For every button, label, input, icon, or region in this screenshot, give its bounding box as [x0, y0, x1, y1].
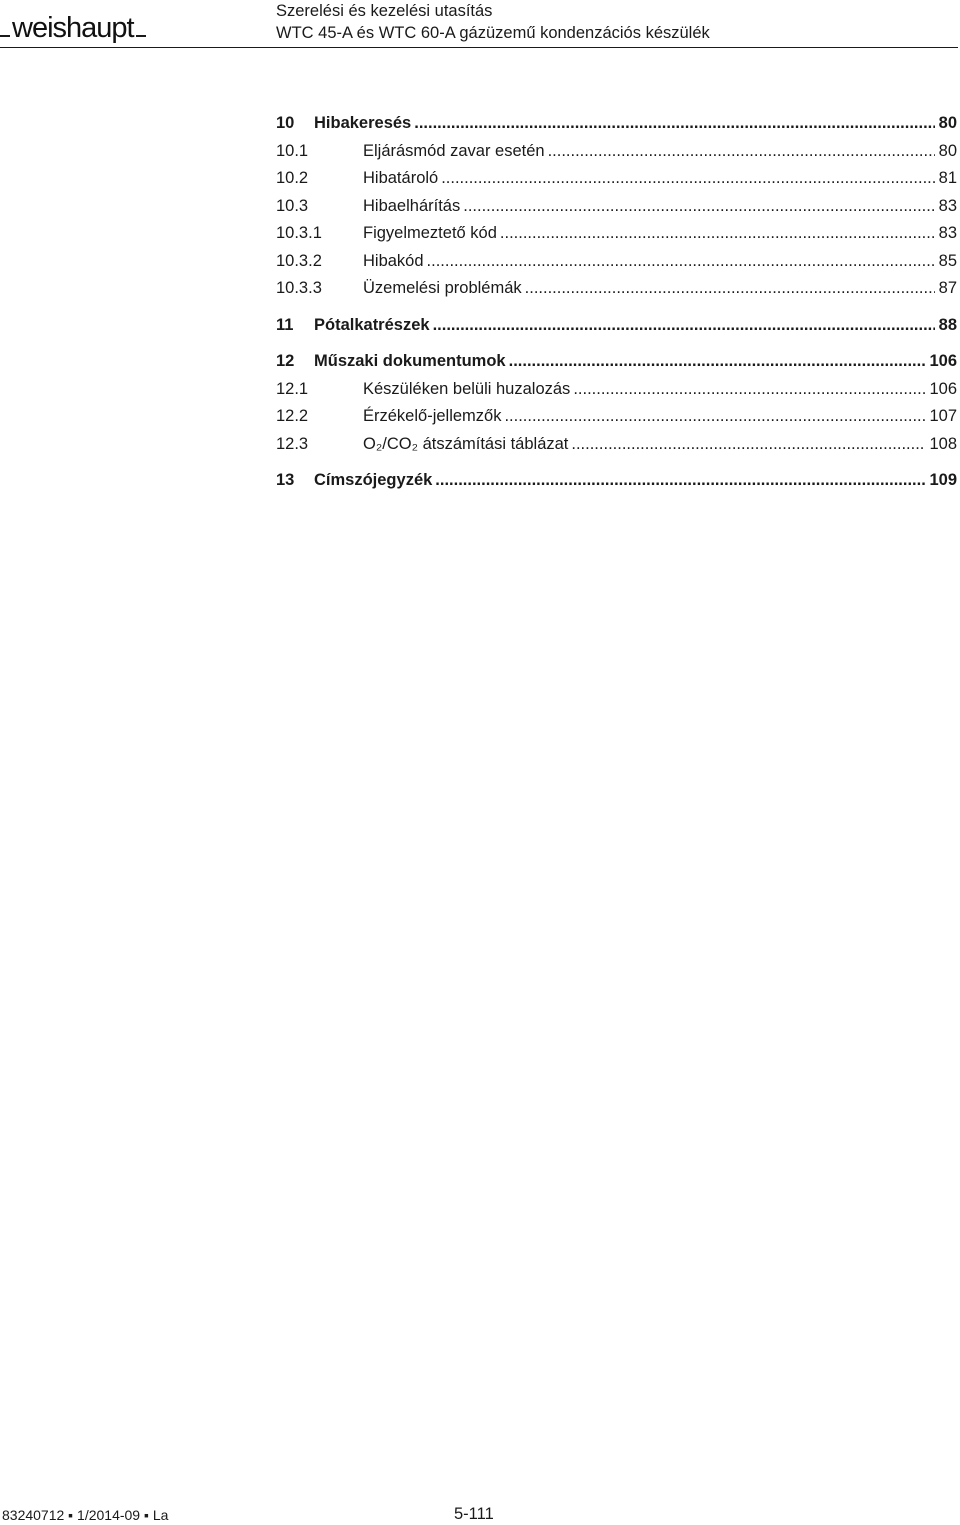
toc-page-number: 88 [935, 312, 957, 340]
toc-page-number: 85 [935, 248, 957, 276]
toc-leader-dots [573, 376, 925, 404]
toc-entry-chapter-12[interactable] [276, 348, 957, 376]
toc-leader-dots [441, 165, 934, 193]
logo-dash-right [136, 35, 146, 37]
toc-label: Üzemelési problémák [363, 275, 525, 303]
toc-leader-dots [463, 193, 934, 221]
toc-page-number: 83 [935, 193, 957, 221]
toc-page-number: 109 [925, 467, 957, 495]
toc-label: Készüléken belüli huzalozás [363, 376, 573, 404]
toc-number: 12.2 [276, 407, 309, 425]
toc-label: O₂/CO₂ átszámítási táblázat [363, 431, 571, 459]
toc-page-number: 87 [935, 275, 957, 303]
document-title-line1: Szerelési és kezelési utasítás [276, 2, 493, 20]
footer-page-number: 5-111 [454, 1505, 494, 1523]
document-title-line2: WTC 45-A és WTC 60-A gázüzemű kondenzációs készülék [276, 24, 710, 42]
toc-entry-12-1[interactable] [276, 376, 957, 404]
toc-page-number: 80 [935, 138, 957, 166]
toc-page-number: 80 [935, 110, 957, 138]
toc-page-number: 106 [925, 376, 957, 404]
toc-entry-chapter-11[interactable] [276, 312, 957, 340]
toc-number: 10.3.3 [276, 279, 322, 297]
toc-page-number: 83 [935, 220, 957, 248]
toc-label: Címszójegyzék [314, 467, 435, 495]
toc-number: 10.3.2 [276, 251, 322, 270]
table-of-contents [276, 110, 957, 495]
document-title [276, 0, 710, 44]
toc-leader-dots [500, 220, 935, 248]
toc-entry-10-3[interactable] [276, 193, 957, 221]
toc-number: 10 [276, 114, 295, 132]
toc-number: 11 [276, 315, 294, 334]
toc-number: 10.3 [276, 196, 309, 215]
toc-entry-10-3-3[interactable] [276, 275, 957, 303]
toc-entry-chapter-13[interactable] [276, 467, 957, 495]
toc-label: Pótalkatrészek [314, 312, 433, 340]
toc-number: 10.3.1 [276, 224, 322, 242]
weishaupt-logo [0, 10, 146, 46]
toc-number: 12.3 [276, 434, 309, 453]
toc-number: 10.1 [276, 141, 309, 160]
toc-label: Hibakeresés [314, 110, 414, 138]
toc-number: 13 [276, 471, 295, 489]
toc-number: 12 [276, 352, 295, 370]
toc-leader-dots [548, 138, 935, 166]
toc-label: Műszaki dokumentumok [314, 348, 509, 376]
page-header [0, 0, 960, 48]
toc-leader-dots [571, 431, 925, 459]
toc-leader-dots [427, 248, 935, 276]
toc-label: Hibakód [363, 248, 427, 276]
toc-leader-dots [433, 312, 935, 340]
toc-entry-10-3-1[interactable] [276, 220, 957, 248]
toc-leader-dots [414, 110, 934, 138]
toc-entry-chapter-10[interactable] [276, 110, 957, 138]
toc-leader-dots [525, 275, 935, 303]
toc-number: 12.1 [276, 379, 309, 398]
header-divider [0, 47, 958, 48]
toc-label: Figyelmeztető kód [363, 220, 500, 248]
toc-entry-12-3[interactable] [276, 431, 957, 459]
toc-label: Hibatároló [363, 165, 441, 193]
footer-document-id: 83240712 ▪ 1/2014-09 ▪ La [2, 1507, 169, 1523]
toc-leader-dots [504, 403, 925, 431]
logo-dash-left [0, 35, 10, 37]
toc-entry-10-3-2[interactable] [276, 248, 957, 276]
toc-page-number: 106 [925, 348, 957, 376]
toc-label: Eljárásmód zavar esetén [363, 138, 548, 166]
toc-label: Hibaelhárítás [363, 193, 463, 221]
logo-text: weishaupt [12, 12, 134, 44]
toc-number: 10.2 [276, 169, 309, 187]
toc-label: Érzékelő-jellemzők [363, 403, 504, 431]
toc-entry-10-1[interactable] [276, 138, 957, 166]
toc-leader-dots [435, 467, 925, 495]
toc-entry-12-2[interactable] [276, 403, 957, 431]
toc-page-number: 108 [925, 431, 957, 459]
toc-page-number: 81 [935, 165, 957, 193]
toc-page-number: 107 [925, 403, 957, 431]
toc-entry-10-2[interactable] [276, 165, 957, 193]
toc-leader-dots [509, 348, 926, 376]
